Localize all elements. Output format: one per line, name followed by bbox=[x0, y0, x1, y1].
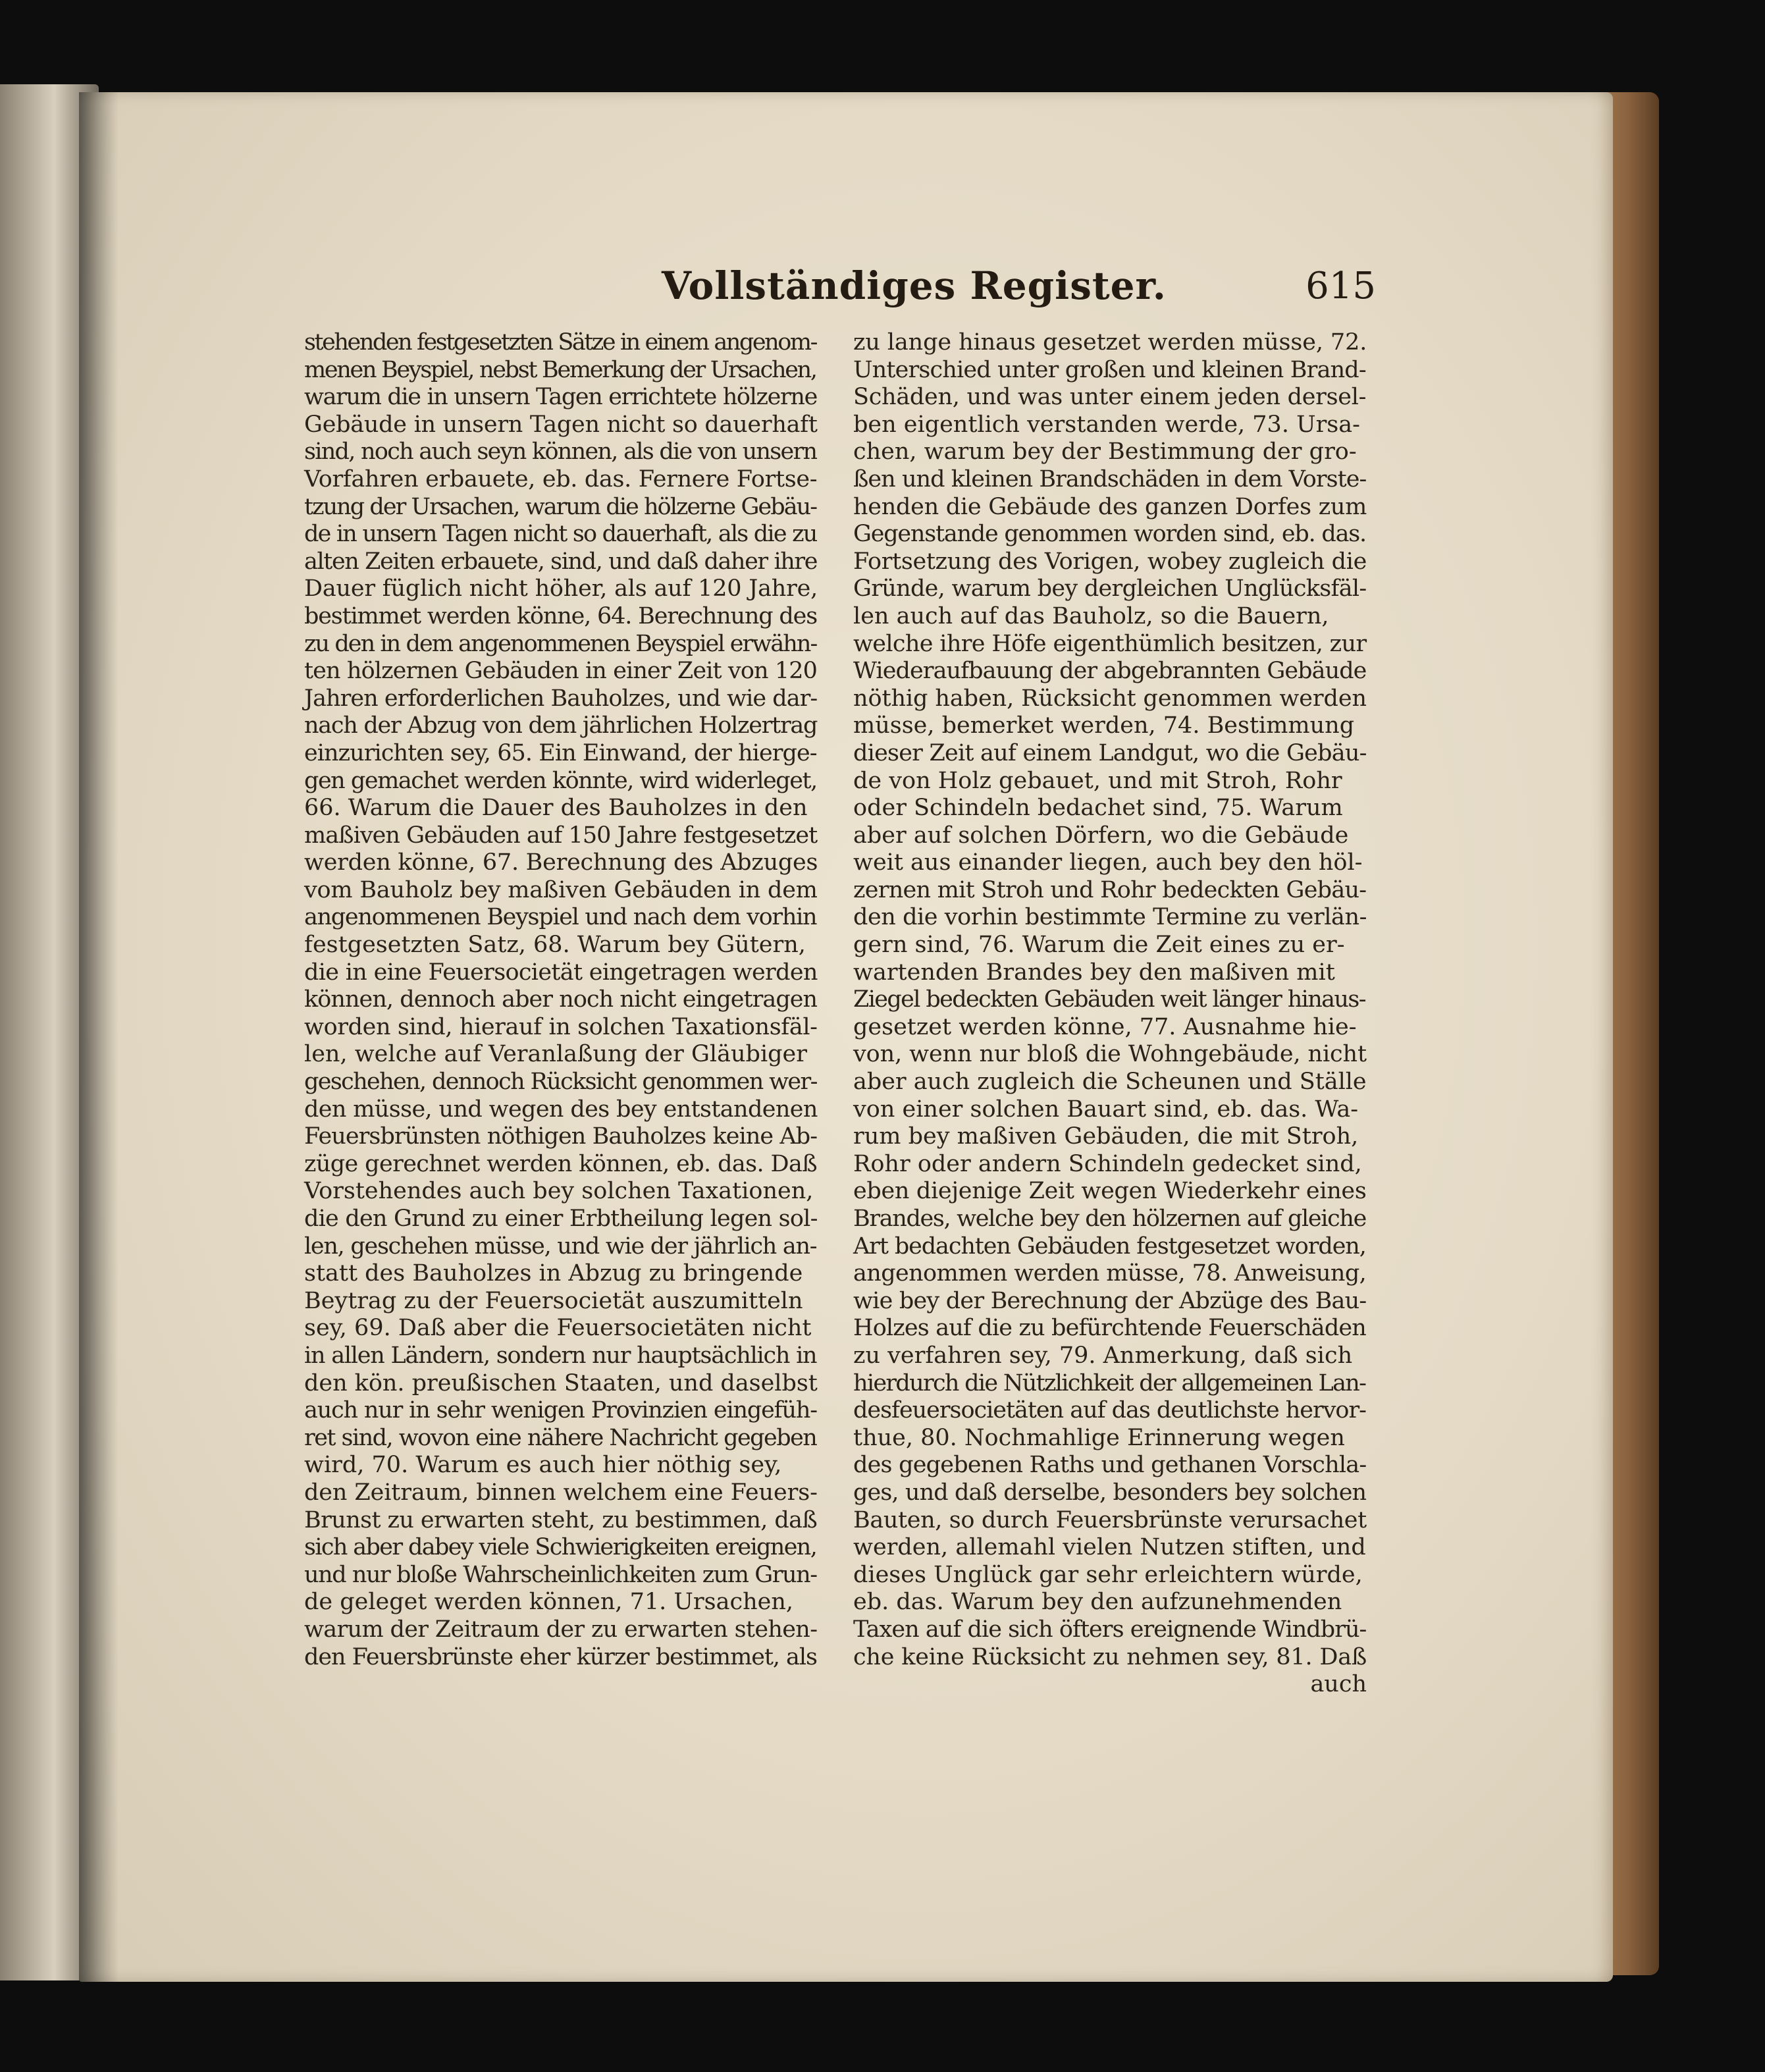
text-line: 66. Warum die Dauer des Bauholzes in den bbox=[304, 795, 808, 822]
text-line: gen gemachet werden könnte, wird widerleget, bbox=[304, 767, 817, 794]
text-line: von einer solchen Bauart sind, eb. das. Wa- bbox=[853, 1096, 1359, 1123]
text-line: len, geschehen müsse, und wie der jährlich an- bbox=[304, 1233, 817, 1260]
text-line: ges, und daß derselbe, besonders bey solchen bbox=[853, 1479, 1367, 1506]
text-line: angenommen werden müsse, 78. Anweisung, bbox=[853, 1260, 1367, 1287]
text-line: zu lange hinaus gesetzet werden müsse, 72. bbox=[853, 329, 1367, 356]
text-line: die in eine Feuersocietät eingetragen werden bbox=[304, 959, 818, 986]
page-title: Vollständiges Register. bbox=[662, 263, 1167, 308]
text-line: Holzes auf die zu befürchtende Feuerschäden bbox=[853, 1315, 1366, 1342]
text-line: den müsse, und wegen des bey entstandenen bbox=[304, 1096, 818, 1123]
text-line: wie bey der Berechnung der Abzüge des Bau- bbox=[853, 1287, 1367, 1314]
catchword: auch bbox=[1310, 1671, 1367, 1698]
text-line: ßen und kleinen Brandschäden in dem Vorste- bbox=[853, 465, 1367, 492]
text-line: wird, 70. Warum es auch hier nöthig sey, bbox=[304, 1452, 782, 1479]
text-line: von, wenn nur bloß die Wohngebäude, nicht bbox=[853, 1041, 1367, 1068]
text-line: desfeuersocietäten auf das deutlichste hervor- bbox=[853, 1397, 1366, 1424]
text-line: len, welche auf Veranlaßung der Gläubiger bbox=[304, 1041, 807, 1068]
text-line: tzung der Ursachen, warum die hölzerne Gebäu- bbox=[304, 493, 817, 520]
text-line: maßiven Gebäuden auf 150 Jahre festgesetzet bbox=[304, 822, 818, 849]
text-line: sich aber dabey viele Schwierigkeiten ereignen, bbox=[304, 1534, 817, 1561]
text-line: che keine Rücksicht zu nehmen sey, 81. Daß bbox=[853, 1643, 1367, 1670]
left-text-column bbox=[304, 329, 818, 1671]
text-line: alten Zeiten erbauete, sind, und daß daher ihre bbox=[304, 548, 818, 575]
text-line: zu den in dem angenommenen Beyspiel erwähn- bbox=[304, 630, 817, 657]
text-line: gern sind, 76. Warum die Zeit eines zu er- bbox=[853, 932, 1345, 959]
text-line: Dauer füglich nicht höher, als auf 120 Jahre, bbox=[304, 575, 818, 602]
text-line: in allen Ländern, sondern nur hauptsächlich in bbox=[304, 1342, 817, 1369]
text-line: müsse, bemerket werden, 74. Bestimmung bbox=[853, 712, 1355, 739]
text-line: Vorfahren erbauete, eb. das. Fernere Fortse- bbox=[304, 465, 818, 492]
page-number: 615 bbox=[1305, 265, 1376, 307]
text-line: welche ihre Höfe eigenthümlich besitzen, zur bbox=[853, 630, 1367, 657]
text-line: den kön. preußischen Staaten, und daselbst bbox=[304, 1369, 818, 1396]
text-line: statt des Bauholzes in Abzug zu bringende bbox=[304, 1260, 803, 1287]
text-line: aber auf solchen Dörfern, wo die Gebäude bbox=[853, 822, 1349, 849]
text-line: Wiederaufbauung der abgebrannten Gebäude bbox=[853, 658, 1367, 685]
text-line: Schäden, und was unter einem jeden dersel- bbox=[853, 384, 1367, 411]
text-line: aber auch zugleich die Scheunen und Ställe bbox=[853, 1069, 1367, 1096]
text-line: nöthig haben, Rücksicht genommen werden bbox=[853, 685, 1367, 712]
text-line: dieser Zeit auf einem Landgut, wo die Gebäu- bbox=[853, 739, 1367, 766]
text-line: stehenden festgesetzten Sätze in einem angenom- bbox=[304, 329, 816, 356]
text-line: de geleget werden können, 71. Ursachen, bbox=[304, 1589, 793, 1616]
text-line: eben diejenige Zeit wegen Wiederkehr eines bbox=[853, 1178, 1367, 1205]
text-line: Jahren erforderlichen Bauholzes, und wie dar- bbox=[304, 685, 818, 712]
text-line: sey, 69. Daß aber die Feuersocietäten nicht bbox=[304, 1315, 812, 1342]
text-line: eb. das. Warum bey den aufzunehmenden bbox=[853, 1589, 1342, 1616]
text-line: werden könne, 67. Berechnung des Abzuges bbox=[304, 849, 818, 876]
text-line: festgesetzten Satz, 68. Warum bey Gütern, bbox=[304, 932, 806, 959]
text-line: Bauten, so durch Feuersbrünste verursachet bbox=[853, 1506, 1367, 1533]
running-header bbox=[662, 263, 1376, 316]
text-line: Brunst zu erwarten steht, zu bestimmen, daß bbox=[304, 1506, 818, 1533]
text-line: geschehen, dennoch Rücksicht genommen wer- bbox=[304, 1069, 817, 1096]
text-line: bestimmet werden könne, 64. Berechnung des bbox=[304, 602, 818, 629]
text-line: die den Grund zu einer Erbtheilung legen sol- bbox=[304, 1206, 818, 1232]
text-line: Taxen auf die sich öfters ereignende Windbrü- bbox=[853, 1616, 1367, 1643]
text-line: zu verfahren sey, 79. Anmerkung, daß sich bbox=[853, 1342, 1353, 1369]
text-line: Gebäude in unsern Tagen nicht so dauerhaft bbox=[304, 411, 818, 438]
text-line: ret sind, wovon eine nähere Nachricht gegeben bbox=[304, 1424, 817, 1451]
text-line: werden, allemahl vielen Nutzen stiften, und bbox=[853, 1534, 1366, 1561]
text-line: Fortsetzung des Vorigen, wobey zugleich die bbox=[853, 548, 1367, 575]
text-line: de in unsern Tagen nicht so dauerhaft, als die zu bbox=[304, 521, 817, 548]
text-line: den Feuersbrünste eher kürzer bestimmet, als bbox=[304, 1643, 817, 1670]
text-line: Gründe, warum bey dergleichen Unglücksfäl- bbox=[853, 575, 1367, 602]
text-line: warum die in unsern Tagen errichtete hölzerne bbox=[304, 384, 817, 411]
text-line: Gegenstande genommen worden sind, eb. das. bbox=[853, 521, 1366, 548]
text-line: züge gerechnet werden können, eb. das. Daß bbox=[304, 1150, 817, 1177]
text-line: können, dennoch aber noch nicht eingetragen bbox=[304, 986, 818, 1013]
text-line: des gegebenen Raths und gethanen Vorschla- bbox=[853, 1452, 1367, 1479]
text-line: hierdurch die Nützlichkeit der allgemeinen Lan- bbox=[853, 1369, 1366, 1396]
text-line: Brandes, welche bey den hölzernen auf gleiche bbox=[853, 1206, 1366, 1232]
text-line: nach der Abzug von dem jährlichen Holzertrag bbox=[304, 712, 818, 739]
text-line: ten hölzernen Gebäuden in einer Zeit von 120 bbox=[304, 658, 818, 685]
text-line: de von Holz gebauet, und mit Stroh, Rohr bbox=[853, 767, 1342, 794]
text-line: angenommenen Beyspiel und nach dem vorhin bbox=[304, 904, 817, 931]
text-line: einzurichten sey, 65. Ein Einwand, der hierge- bbox=[304, 739, 817, 766]
text-line: auch nur in sehr wenigen Provinzien eingefüh- bbox=[304, 1397, 817, 1424]
text-line: ben eigentlich verstanden werde, 73. Ursa- bbox=[853, 411, 1360, 438]
text-line: vom Bauholz bey maßiven Gebäuden in dem bbox=[304, 876, 818, 903]
text-line: dieses Unglück gar sehr erleichtern würde, bbox=[853, 1561, 1363, 1588]
text-line: len auch auf das Bauholz, so die Bauern, bbox=[853, 602, 1329, 629]
text-line: Feuersbrünsten nöthigen Bauholzes keine Ab- bbox=[304, 1123, 818, 1150]
text-line: weit aus einander liegen, auch bey den höl- bbox=[853, 849, 1363, 876]
text-line: wartenden Brandes bey den maßiven mit bbox=[853, 959, 1335, 986]
text-line: worden sind, hierauf in solchen Taxationsfäl- bbox=[304, 1013, 818, 1040]
text-line: rum bey maßiven Gebäuden, die mit Stroh, bbox=[853, 1123, 1359, 1150]
text-line: Rohr oder andern Schindeln gedecket sind, bbox=[853, 1150, 1362, 1177]
text-line: und nur bloße Wahrscheinlichkeiten zum Grun- bbox=[304, 1561, 817, 1588]
gutter-shadow bbox=[79, 92, 119, 1982]
text-line: oder Schindeln bedachet sind, 75. Warum bbox=[853, 795, 1343, 822]
text-line: Vorstehendes auch bey solchen Taxationen, bbox=[304, 1178, 814, 1205]
text-line: Unterschied unter großen und kleinen Brand- bbox=[853, 356, 1366, 383]
text-line: menen Beyspiel, nebst Bemerkung der Ursachen, bbox=[304, 356, 816, 383]
text-line: chen, warum bey der Bestimmung der gro- bbox=[853, 438, 1357, 465]
text-line: zernen mit Stroh und Rohr bedeckten Gebäu- bbox=[853, 876, 1367, 903]
text-line: warum der Zeitraum der zu erwarten stehen- bbox=[304, 1616, 818, 1643]
text-line: thue, 80. Nochmahlige Erinnerung wegen bbox=[853, 1424, 1345, 1451]
text-line: sind, noch auch seyn können, als die von unsern bbox=[304, 438, 817, 465]
text-line: den Zeitraum, binnen welchem eine Feuers- bbox=[304, 1479, 818, 1506]
text-line: gesetzet werden könne, 77. Ausnahme hie- bbox=[853, 1013, 1357, 1040]
text-line: Beytrag zu der Feuersocietät auszumitteln bbox=[304, 1287, 803, 1314]
text-line: henden die Gebäude des ganzen Dorfes zum bbox=[853, 493, 1367, 520]
right-text-column bbox=[853, 329, 1367, 1699]
text-line: Art bedachten Gebäuden festgesetzet worden, bbox=[853, 1233, 1366, 1260]
text-line: den die vorhin bestimmte Termine zu verlän- bbox=[853, 904, 1367, 931]
text-line: Ziegel bedeckten Gebäuden weit länger hinaus- bbox=[853, 986, 1365, 1013]
